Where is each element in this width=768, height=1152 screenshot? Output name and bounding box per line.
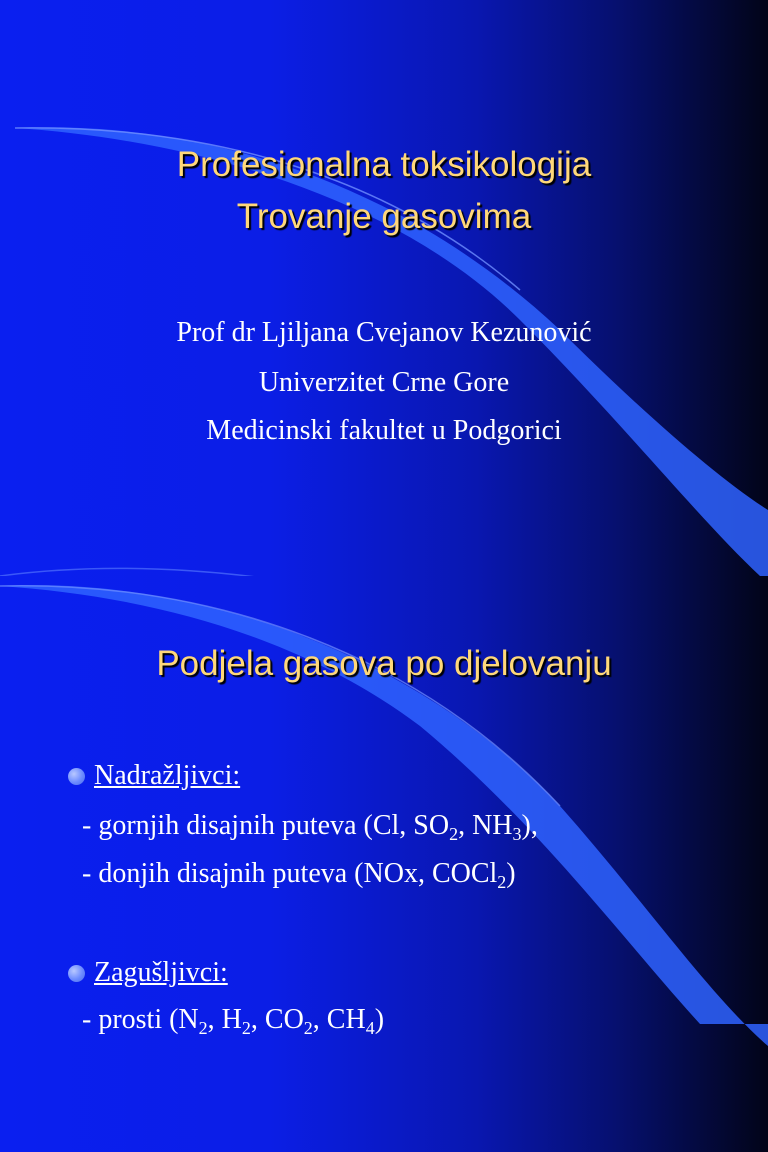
sub-item-gornjih-text: ),: [521, 810, 538, 841]
subscript: 2: [449, 824, 459, 844]
sub-item-prosti-text: ): [374, 1004, 385, 1035]
subscript: 3: [512, 824, 522, 844]
sub-item-prosti: [82, 1003, 384, 1037]
bullet-nadrazljivci: [68, 759, 240, 793]
bullet-label-nadrazljivci: Nadražljivci:: [94, 760, 241, 791]
sub-item-donjih-text: - donjih disajnih puteva (NOx, COCl: [82, 858, 498, 889]
slide-2-title: Podjela gasova po djelovanju: [156, 644, 612, 683]
author-name: Prof dr Ljiljana Cvejanov Kezunović: [176, 317, 592, 348]
sub-item-prosti-text: , CH: [312, 1004, 366, 1035]
subscript: 2: [241, 1018, 251, 1038]
sub-item-prosti-text: , CO: [250, 1004, 304, 1035]
subscript: 2: [198, 1018, 208, 1038]
sub-item-gornjih-text: - gornjih disajnih puteva (Cl, SO: [82, 810, 450, 841]
sub-item-gornjih-text: , NH: [458, 810, 513, 841]
slide-1-title-line-2: Trovanje gasovima: [236, 197, 532, 236]
sub-item-prosti-text: - prosti (N: [82, 1004, 199, 1035]
bullet-icon: [68, 965, 85, 982]
sub-item-gornjih: [82, 809, 538, 843]
subscript: 2: [497, 872, 507, 892]
university-name: Univerzitet Crne Gore: [258, 367, 510, 398]
bullet-zagusljivci: [68, 956, 228, 990]
faculty-name: Medicinski fakultet u Podgorici: [206, 415, 562, 446]
slide-1-title-line-1: Profesionalna toksikologija: [176, 145, 592, 184]
subscript: 2: [303, 1018, 313, 1038]
slide-2: [0, 576, 768, 1152]
sub-item-donjih-text: ): [506, 858, 516, 889]
bullet-icon: [68, 768, 85, 785]
sub-item-prosti-text: , H: [207, 1004, 242, 1035]
bullet-label-zagusljivci: Zagušljivci:: [94, 957, 228, 988]
subscript: 4: [365, 1018, 375, 1038]
sub-item-donjih: [82, 857, 516, 891]
